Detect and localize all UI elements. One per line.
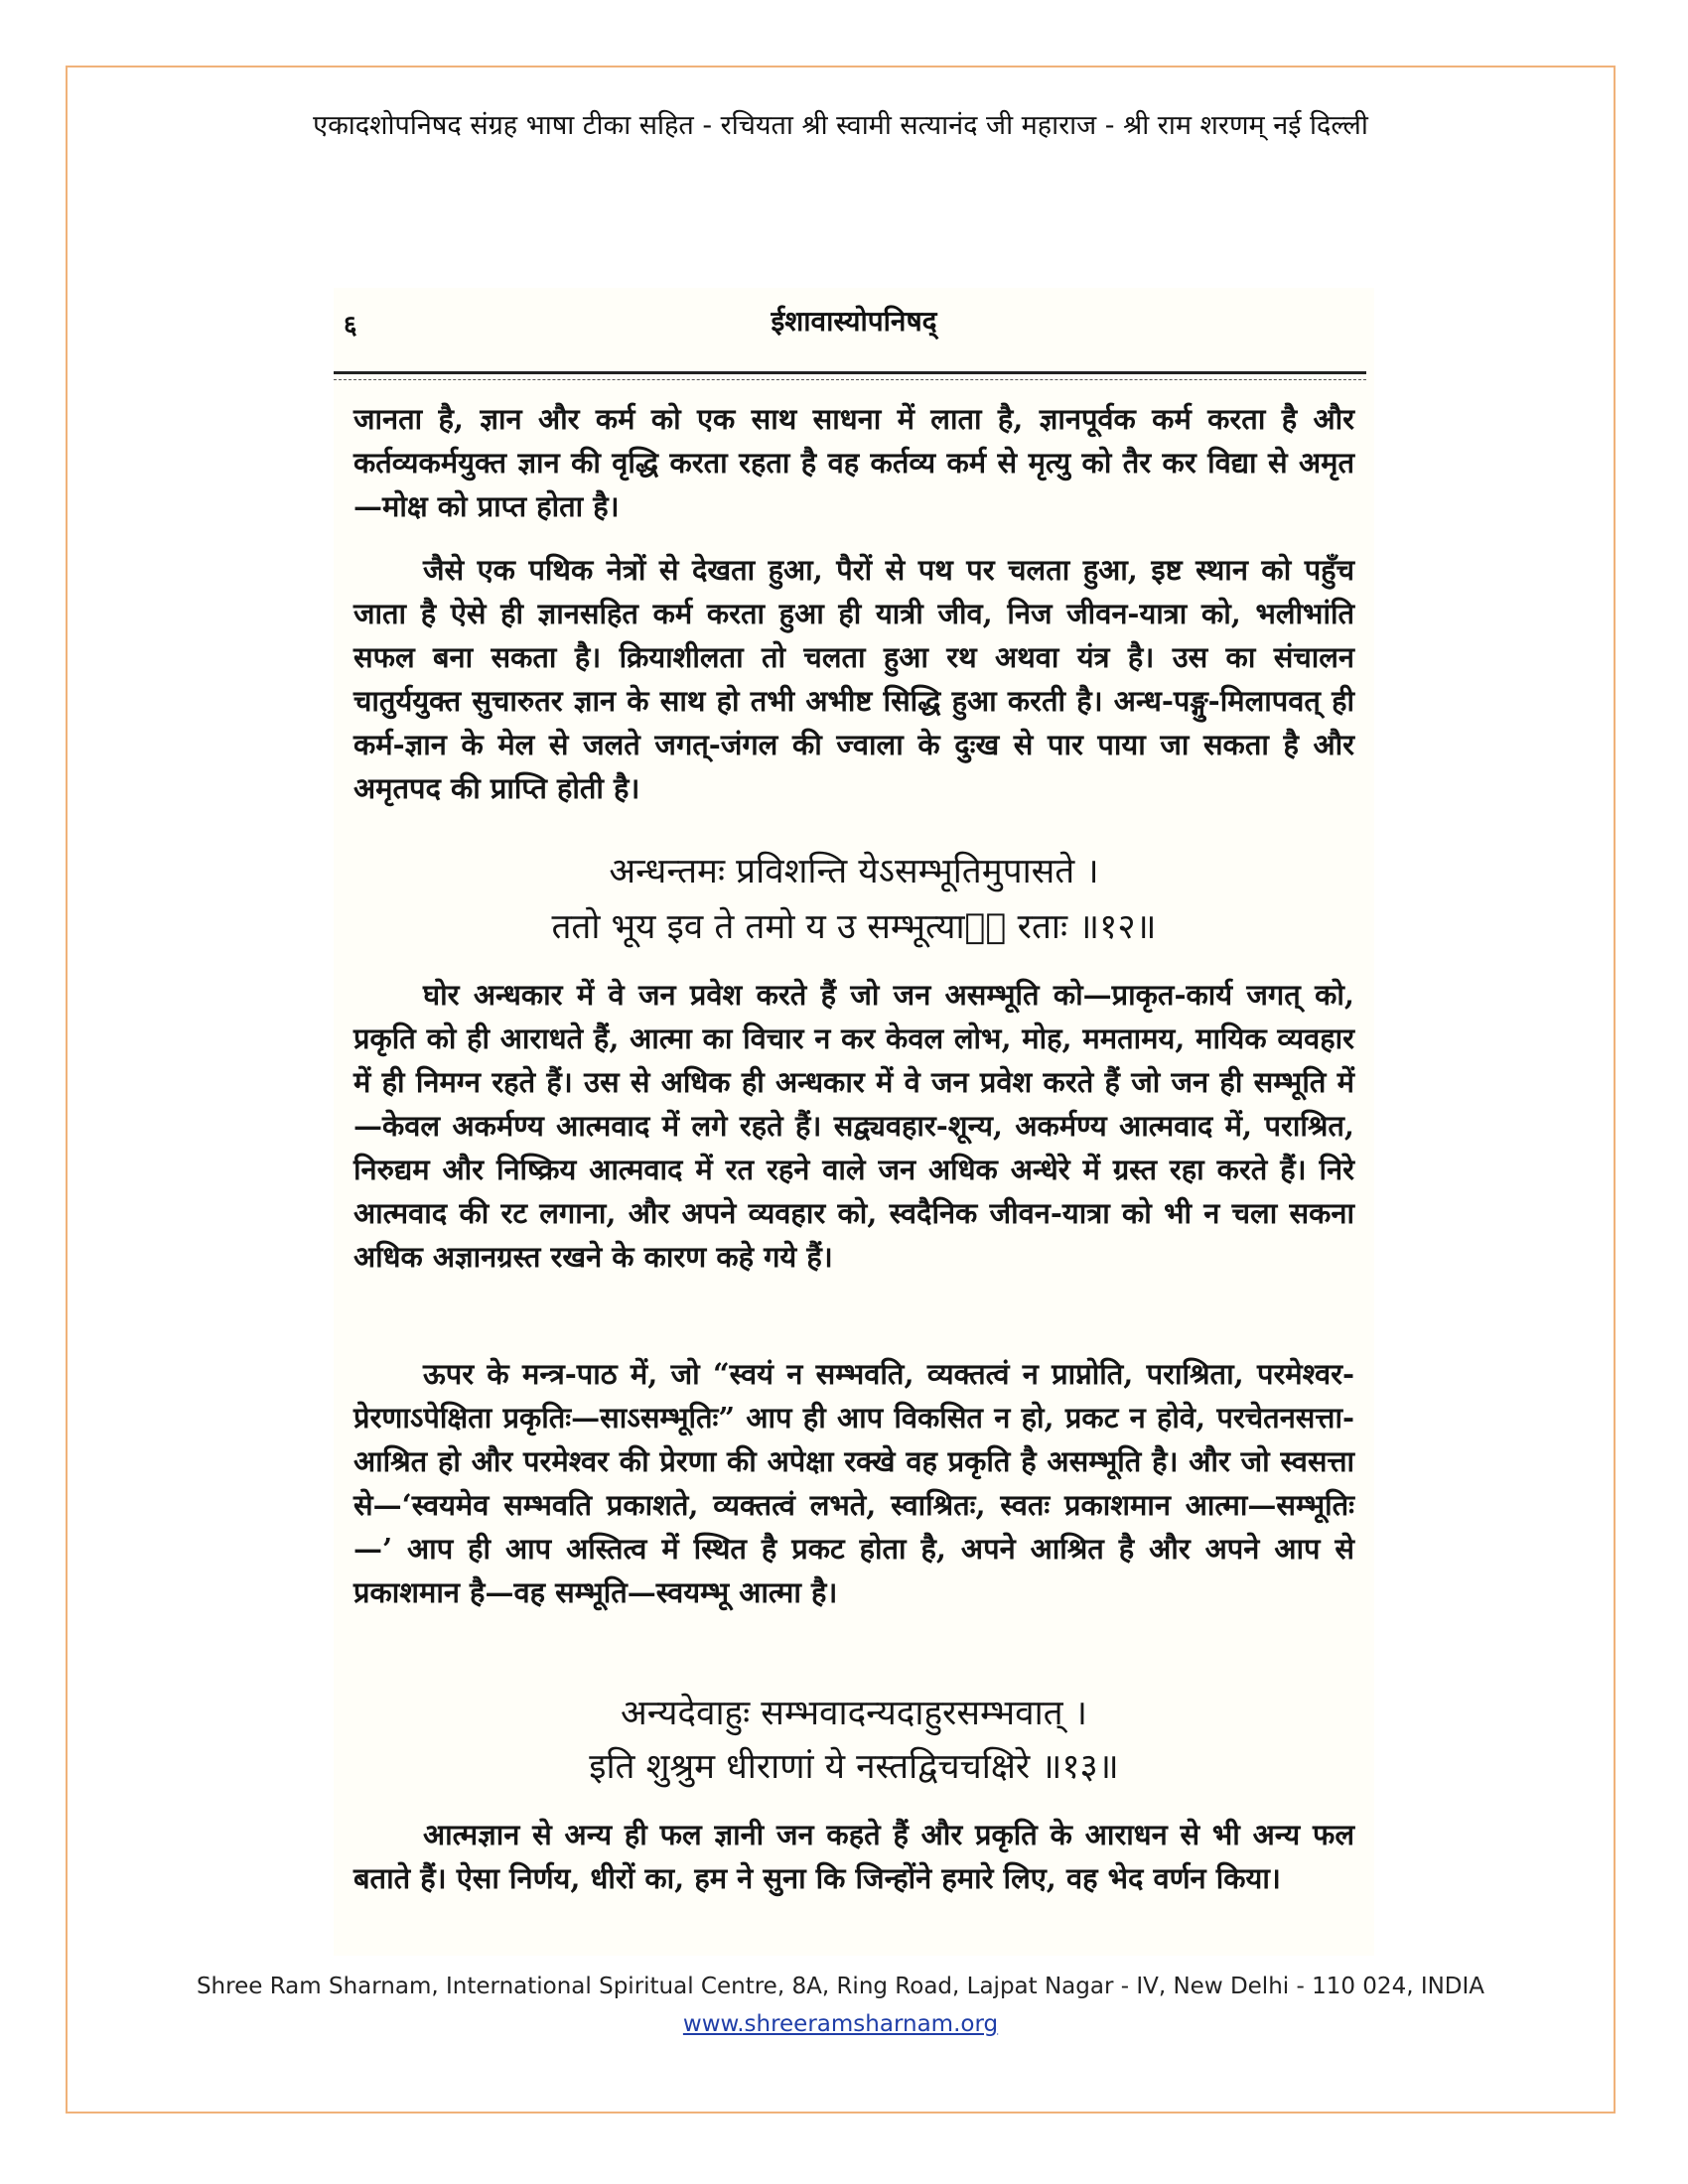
paragraph-4: ऊपर के मन्त्र-पाठ में, जो “स्वयं न सम्भवति, व्यक्तत्वं न प्राप्नोति, पराश्रिता, परमेश्वर-प्रेरणाऽपेक्षिता प्रकृतिः—साऽसम्भूतिः” आप ही आप विकसित न हो, प्रकट न होवे, परचेतनसत्ता-आश्रित हो और परमेश्वर की प्रेरणा की अपेक्षा रक्खे वह प्रकृति है असम्भूति है। और जो स्वसत्ता से—‘स्वयमेव सम्भवति प्रकाशते, व्यक्तत्वं लभते, स्वाश्रितः, स्वतः प्रकाशमान आत्मा—सम्भूतिः—’ आप ही आप अस्तित्व में स्थित है प्रकट होता है, अपने आश्रित है और अपने आप से प्रकाशमान है—वह सम्भूति—स्वयम्भू आत्मा है।: [353, 1357, 1354, 1609]
verse-13-line-2: इति शुश्रुम धीराणां ये नस्तद्विचचक्षिरे ॥१३॥: [589, 1747, 1119, 1787]
verse-12-line-2: ततो भूय इव ते तमो य उ सम्भूत्याᳩं रताः ॥१२॥: [551, 907, 1157, 947]
header-rule-dashed: [334, 379, 1366, 380]
paragraph-1: जानता है, ज्ञान और कर्म को एक साथ साधना में लाता है, ज्ञानपूर्वक कर्म करता है और कर्तव्यकर्मयुक्त ज्ञान की वृद्धि करता रहता है वह कर्तव्य कर्म से मृत्यु को तैर कर विद्या से अमृत—मोक्ष को प्राप्त होता है।: [353, 402, 1354, 523]
paragraph-3: घोर अन्धकार में वे जन प्रवेश करते हैं जो जन असम्भूति को—प्राकृत-कार्य जगत् को, प्रकृति को ही आराधते हैं, आत्मा का विचार न कर केवल लोभ, मोह, ममतामय, मायिक व्यवहार में ही निमग्न रहते हैं। उस से अधिक ही अन्धकार में वे जन प्रवेश करते हैं जो जन ही सम्भूति में—केवल अकर्मण्य आत्मवाद में लगे रहते हैं। सद्व्यवहार-शून्य, अकर्मण्य आत्मवाद में, पराश्रित, निरुद्यम और निष्क्रिय आत्मवाद में रत रहने वाले जन अधिक अन्धेरे में ग्रस्त रहा करते हैं। निरे आत्मवाद की रट लगाना, और अपने व्यवहार को, स्वदैनिक जीवन-यात्रा को भी न चला सकना अधिक अज्ञानग्रस्त रखने के कारण कहे गये हैं।: [353, 978, 1354, 1274]
verse-13-line-1: अन्यदेवाहुः सम्भवादन्यदाहुरसम्भवात् ।: [621, 1694, 1087, 1733]
scanned-book-page: [334, 288, 1374, 1956]
paragraph-2: जैसे एक पथिक नेत्रों से देखता हुआ, पैरों से पथ पर चलता हुआ, इष्ट स्थान को पहुँच जाता है ऐसे ही ज्ञानसहित कर्म करता हुआ ही यात्री जीव, निज जीवन-यात्रा को, भलीभांति सफल बना सकता है। क्रियाशीलता तो चलता हुआ रथ अथवा यंत्र है। उस का संचालन चातुर्ययुक्त सुचारुतर ज्ञान के साथ हो तभी अभीष्ट सिद्धि हुआ करती है। अन्ध-पङ्गु-मिलापवत् ही कर्म-ज्ञान के मेल से जलते जगत्-जंगल की ज्वाला के दुःख से पार पाया जा सकता है और अमृतपद की प्राप्ति होती है।: [353, 553, 1354, 805]
verse-12-line-1: अन्धन्तमः प्रविशन्ति येऽसम्भूतिमुपासते ।: [609, 852, 1099, 891]
footer-address: Shree Ram Sharnam, International Spiritual Centre, 8A, Ring Road, Lajpat Nagar - IV, New Delhi - 110 024, INDIA: [196, 1974, 1485, 1999]
header-rule: [334, 371, 1366, 374]
page-number: ६: [344, 311, 357, 341]
page-title: ईशावास्योपनिषद्: [771, 305, 937, 338]
paragraph-5: आत्मज्ञान से अन्य ही फल ज्ञानी जन कहते हैं और प्रकृति के आराधन से भी अन्य फल बताते हैं। ऐसा निर्णय, धीरों का, हम ने सुना कि जिन्होंने हमारे लिए, वह भेद वर्णन किया।: [353, 1818, 1354, 1895]
website-link[interactable]: www.shreeramsharnam.org: [682, 2011, 999, 2037]
running-header: एकादशोपनिषद संग्रह भाषा टीका सहित - रचियता श्री स्वामी सत्यानंद जी महाराज - श्री राम शरणम् नई दिल्ली: [313, 110, 1368, 141]
